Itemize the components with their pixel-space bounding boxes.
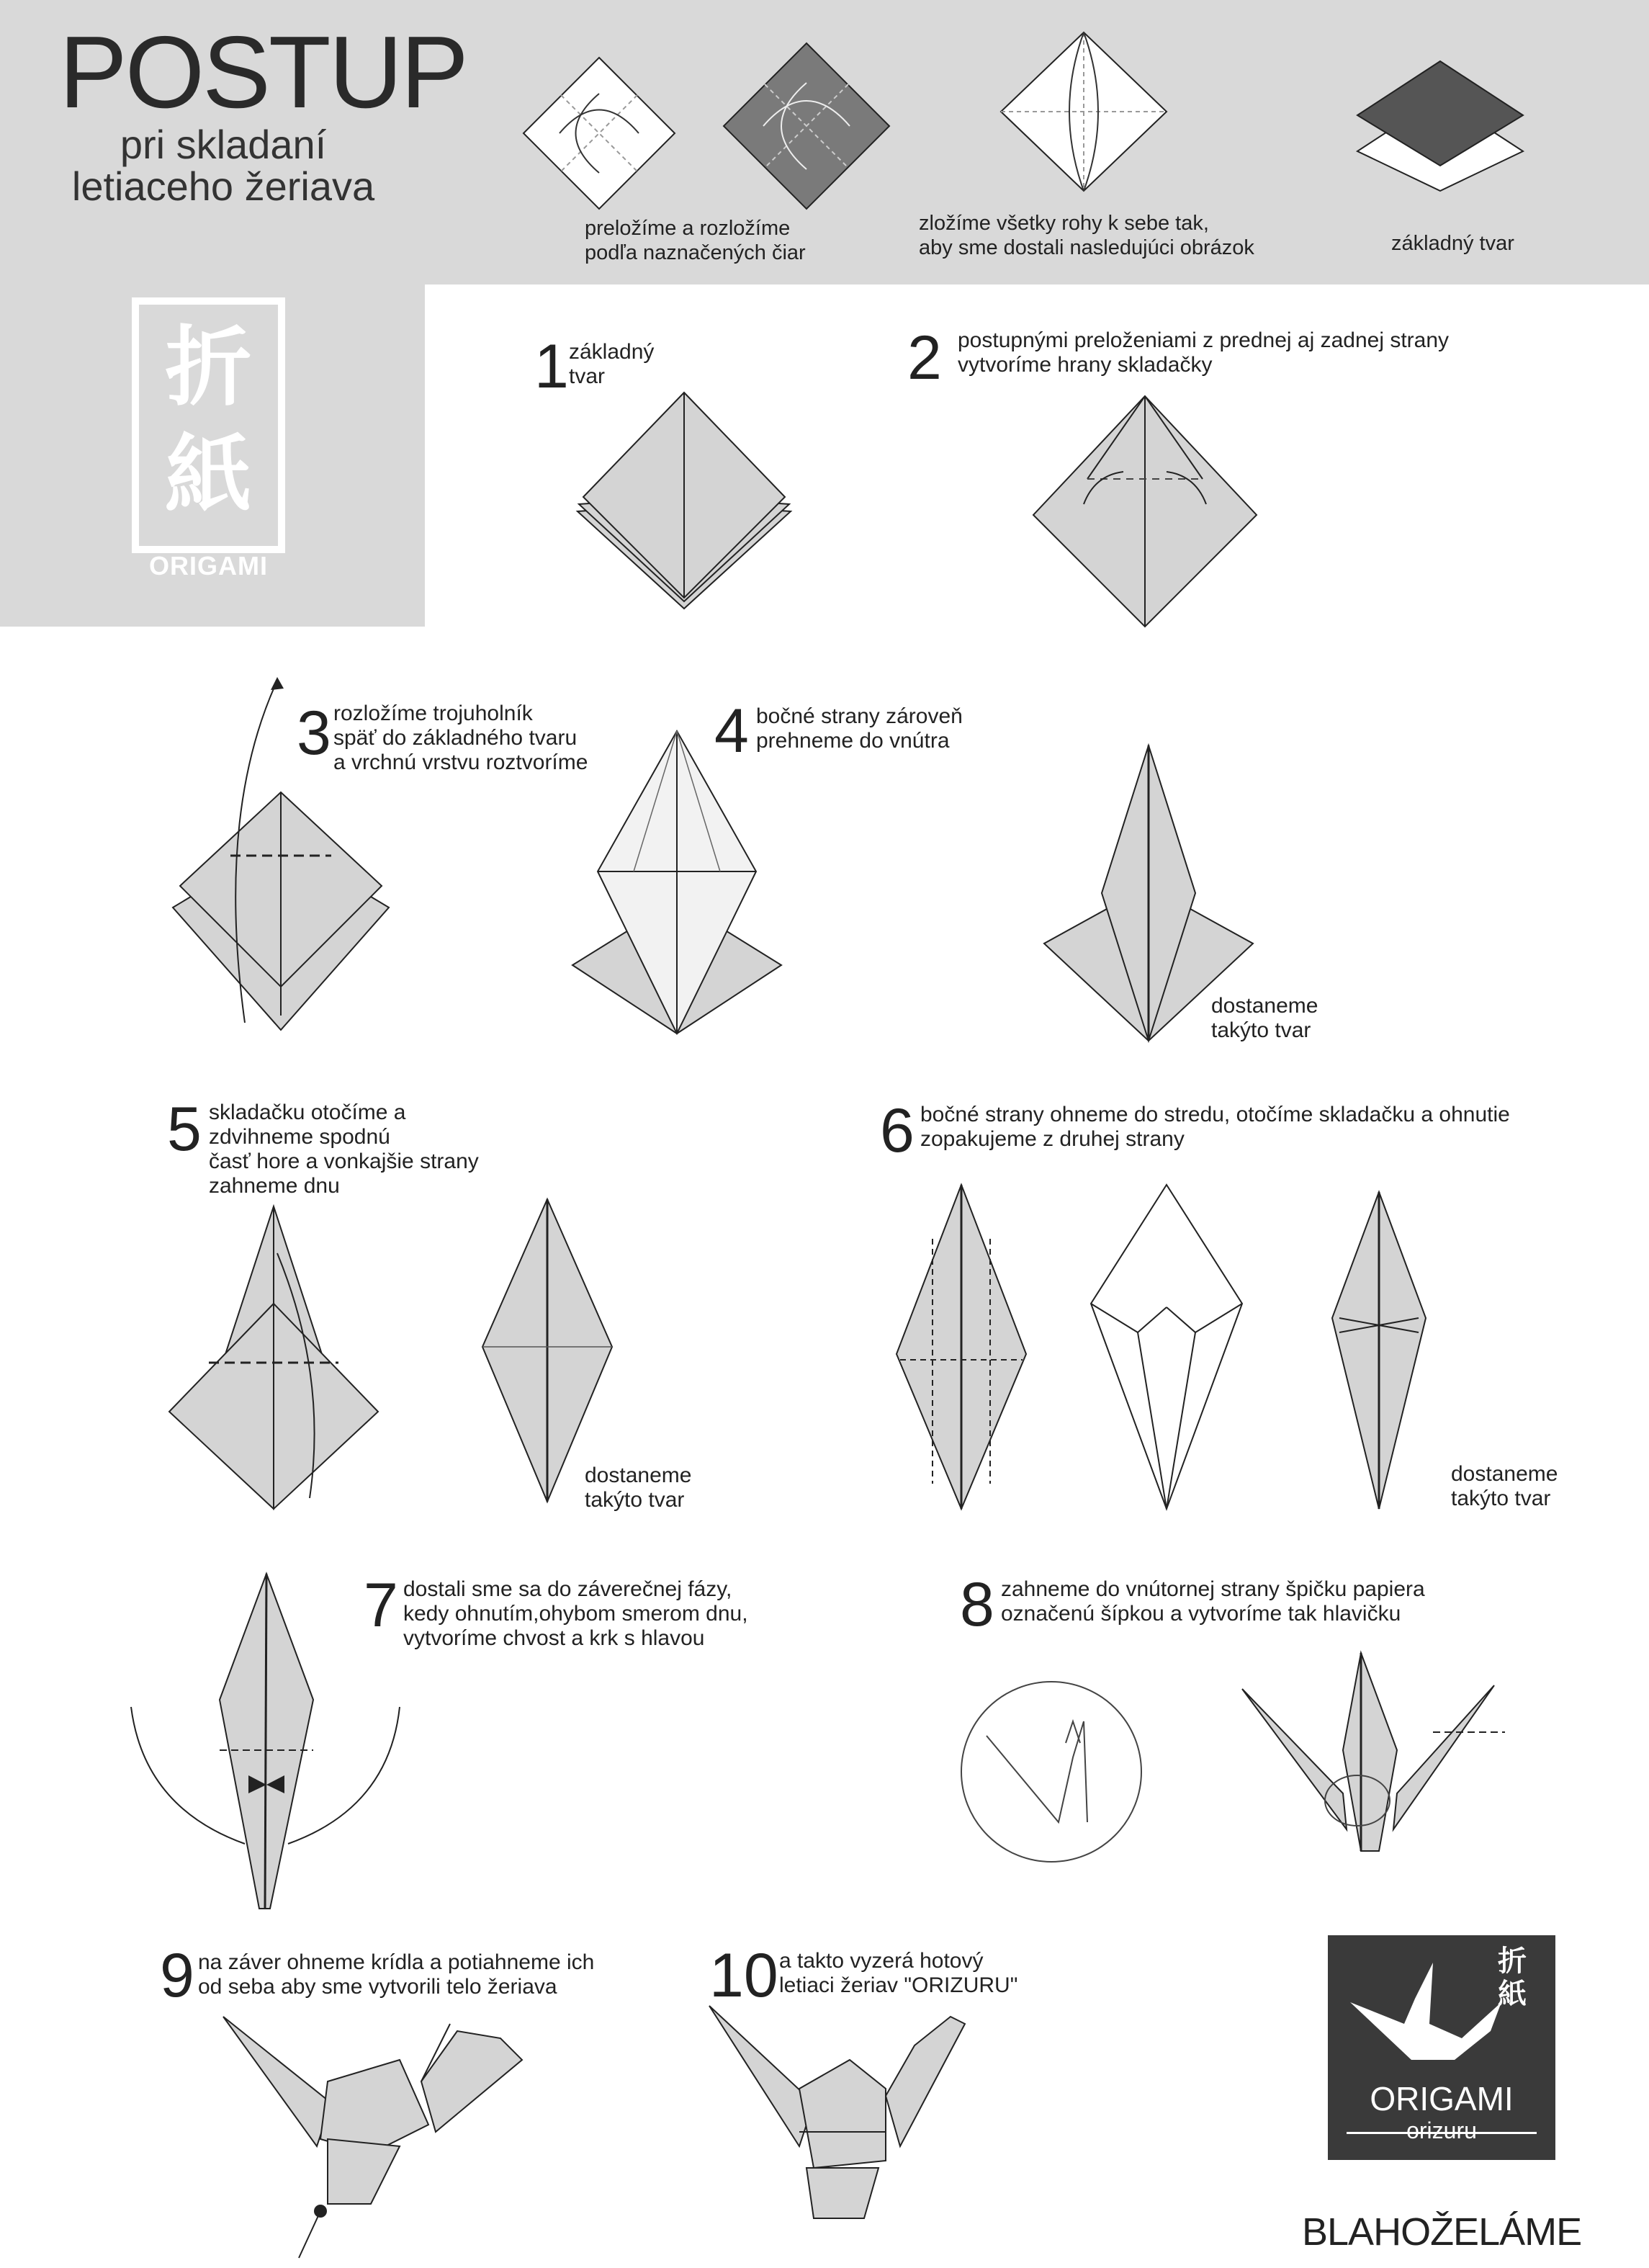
step-5-text: skladačku otočíme a zdvihneme spodnú časť hore a vonkajšie strany zahneme dnu [209, 1101, 479, 1198]
caption-fold-corners: zložíme všetky rohy k sebe tak, aby sme dostali nasledujúci obrázok [919, 212, 1254, 259]
step-7-text: dostali sme sa do záverečnej fázy, kedy ohnutím,ohybom smerom dnu, vytvoríme chvost a krk s hlavou [403, 1577, 748, 1650]
step-3-number: 3 [297, 699, 331, 768]
step-10-number: 10 [709, 1941, 778, 2010]
step-9-diagram [220, 2002, 536, 2262]
step-4-diagram [562, 727, 792, 1041]
caption-base-shape: základný tvar [1391, 232, 1514, 255]
page-title: POSTUP [59, 15, 467, 130]
subtitle-line-1: pri skladaní [120, 122, 327, 167]
diagram-fold-square-dark [720, 40, 893, 212]
step-8-number: 8 [960, 1570, 994, 1639]
step-1-text: základný tvar [569, 340, 655, 388]
diagram-base-shape [1354, 58, 1527, 194]
step-1-number: 1 [534, 332, 569, 401]
logo-subtitle: orizuru [1406, 2117, 1477, 2143]
step-5-number: 5 [167, 1095, 202, 1164]
page-subtitle [54, 124, 392, 207]
step-8-text: zahneme do vnútornej strany špičku papiera označenú šípkou a vytvoríme tak hlavičku [1001, 1577, 1425, 1626]
diagram-fold-square-light [520, 54, 678, 212]
stamp-kanji-fold: 折 [165, 316, 252, 418]
step-6-diagram-b [1084, 1181, 1249, 1512]
step-4-result-caption: dostaneme takýto tvar [1211, 994, 1318, 1042]
step-2-text: postupnými preloženiami z prednej aj zadnej strany vytvoríme hrany skladačky [958, 328, 1450, 377]
step-6-diagram-c [1325, 1188, 1433, 1512]
step-10-text: a takto vyzerá hotový letiaci žeriav "ORIZURU" [779, 1949, 1018, 1997]
step-3-text: rozložíme trojuholník späť do základného tvaru a vrchnú vrstvu roztvoríme [333, 702, 588, 774]
step-4-text: bočné strany zároveň prehneme do vnútra [756, 704, 963, 753]
step-9-number: 9 [160, 1941, 194, 2010]
step-2-number: 2 [907, 323, 942, 393]
step-9-text: na záver ohneme krídla a potiahneme ich od seba aby sme vytvorili telo žeriava [198, 1950, 595, 1999]
step-6-result-caption: dostaneme takýto tvar [1451, 1462, 1558, 1510]
diagram-fold-corners [997, 29, 1170, 194]
step-6-number: 6 [880, 1096, 915, 1165]
step-10-diagram [706, 2002, 1008, 2233]
step-5-diagram-b [475, 1196, 619, 1505]
stamp-label: ORIGAMI [149, 551, 268, 581]
step-6-diagram-a [889, 1181, 1033, 1512]
stamp-kanji-paper: 紙 [165, 424, 252, 526]
step-7-number: 7 [364, 1571, 398, 1640]
step-8-detail-circle [958, 1678, 1145, 1865]
step-5-diagram-a [166, 1203, 382, 1512]
logo-kanji: 折 紙 [1498, 1944, 1527, 2011]
step-1-diagram [569, 389, 799, 612]
step-4-number: 4 [714, 696, 749, 766]
step-2-diagram [1030, 393, 1260, 630]
subtitle-line-2: letiaceho žeriava [71, 163, 375, 209]
step-6-text: bočné strany ohneme do stredu, otočíme skladačku a ohnutie zopakujeme z druhej strany [920, 1103, 1510, 1151]
logo-title: ORIGAMI [1370, 2080, 1514, 2117]
caption-fold-unfold: preložíme a rozložíme podľa naznačených čiar [585, 217, 806, 264]
congratulations-text: BLAHOŽELÁME [1302, 2210, 1582, 2254]
step-8-diagram [1239, 1649, 1512, 1858]
step-5-result-caption: dostaneme takýto tvar [585, 1464, 692, 1512]
